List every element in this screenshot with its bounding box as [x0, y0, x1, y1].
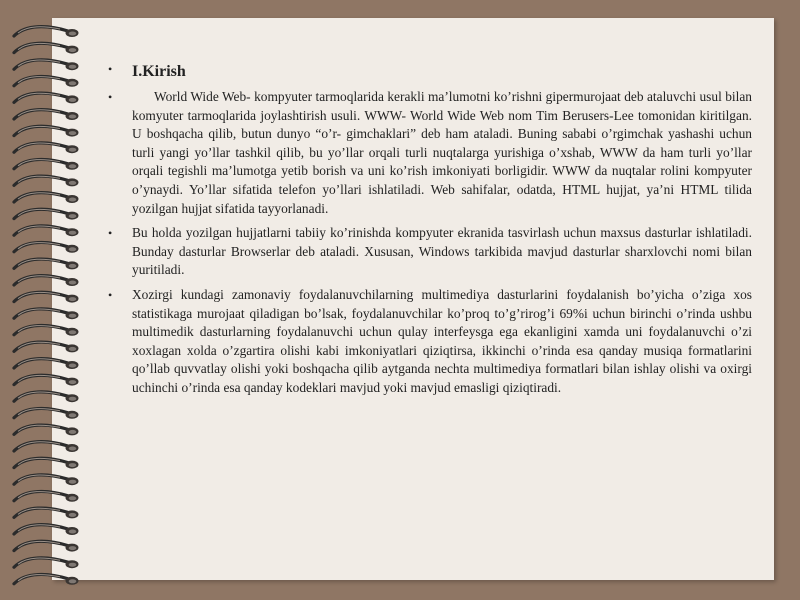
binding-ring-icon [14, 93, 79, 103]
bullet-icon: • [108, 226, 113, 241]
binding-ring-icon [14, 375, 79, 385]
bullet-icon: • [108, 90, 113, 104]
heading-item [108, 60, 752, 84]
binding-ring-icon [14, 43, 79, 53]
binding-ring-icon [14, 359, 79, 369]
slide-content [108, 60, 752, 404]
binding-ring-icon [14, 60, 79, 70]
bullet-icon: • [108, 62, 113, 76]
binding-ring-icon [14, 276, 79, 286]
binding-ring-icon [14, 342, 79, 352]
binding-ring-icon [14, 408, 79, 418]
binding-ring-icon [14, 259, 79, 269]
binding-ring-icon [14, 525, 79, 535]
binding-ring-icon [14, 325, 79, 335]
binding-ring-icon [14, 27, 79, 37]
binding-ring-icon [14, 242, 79, 252]
binding-ring-icon [14, 126, 79, 136]
binding-ring-icon [14, 425, 79, 435]
binding-ring-icon [14, 574, 79, 584]
binding-ring-icon [14, 193, 79, 203]
binding-ring-icon [14, 491, 79, 501]
binding-ring-icon [14, 458, 79, 468]
paragraph-multimedia: Xozirgi kundagi zamonaviy foydalanuvchilarning multimediya dasturlarini foydalanish bo’yicha o’ziga xos statistikaga murojaat qiladigan bo’lsak, foydalanuvchilar ko’proq to’g’rirog’i 69%i uchun birinchi o’rinda ushbu multimedik dasturlarning foydalanuvchi uchun qulay interfeysga ega ekanligini xamda uni foydalanuvchi o’zi xoxlagan xolda o’zgartira olishi kabi imkoniyatlari qiziqtirsa, ikkinchi o’rinda esa qanday musiqa formatlarini qo’llab quvvatlay olishi yoki boshqacha qilib aytganda nechta multimediya formatlari bilan ishlay olishi va oxirgi uchinchi o’rinda esa qanday kodeklari mavjud yoki mavjud emasligi qiziqtiradi. [132, 286, 752, 395]
binding-ring-icon [14, 309, 79, 319]
list-item [108, 224, 752, 280]
binding-ring-icon [14, 292, 79, 302]
binding-ring-icon [14, 159, 79, 169]
bullet-icon: • [108, 287, 113, 302]
binding-ring-icon [14, 508, 79, 518]
binding-ring-icon [14, 143, 79, 153]
binding-ring-icon [14, 76, 79, 86]
binding-ring-icon [14, 110, 79, 120]
spiral-binding-icon [0, 0, 90, 600]
slide-heading: I.Kirish [132, 63, 186, 80]
binding-ring-icon [14, 475, 79, 485]
paragraph-browsers: Bu holda yozilgan hujjatlarni tabiiy ko’rinishda kompyuter ekranida tasvirlash uchun maxsus dasturlar ishlatiladi. Bunday dasturlar Browserlar deb ataladi. Xususan, Windows tarkibida mavjud dasturlar sharxlovchi nomi bilan yuritiladi. [132, 225, 752, 278]
binding-ring-icon [14, 209, 79, 219]
list-item [108, 88, 752, 218]
binding-ring-icon [14, 392, 79, 402]
binding-ring-icon [14, 558, 79, 568]
paragraph-www: World Wide Web- kompyuter tarmoqlarida kerakli ma’lumotni ko’rishni gipermurojaat deb ataluvchi usul bilan komyuter tarmoqlarida joylashtirish usuli. WWW- World Wide Web nom Tim Berusers-Lee tomonidan kiritilgan. U boshqacha qilib, butun dunyo “o’r- gimchaklari” deb ham ataladi. Buning sababi o’rgimchak yashashi uchun turli yangi yo’llar tashkil qilib, bu yo’llar orqali turli nuqtalarga yurishiga o’xshab, WWW da ham turli yo’llar orqali tegishli ma’lumotga yetib borish va uni ko’rish imkoniyati borligidir. WWW da nuqtalar rolini kompyuter o’ynaydi. Yo’llar sifatida telefon yo’llari ishlatiladi. Web sahifalar, odatda, HTML hujjat, ya’ni HTML tilida yozilgan hujjat sifatida tayyorlanadi. [132, 89, 752, 216]
binding-ring-icon [14, 226, 79, 236]
binding-ring-icon [14, 176, 79, 186]
binding-ring-icon [14, 541, 79, 551]
list-item [108, 286, 752, 398]
binding-ring-icon [14, 442, 79, 452]
